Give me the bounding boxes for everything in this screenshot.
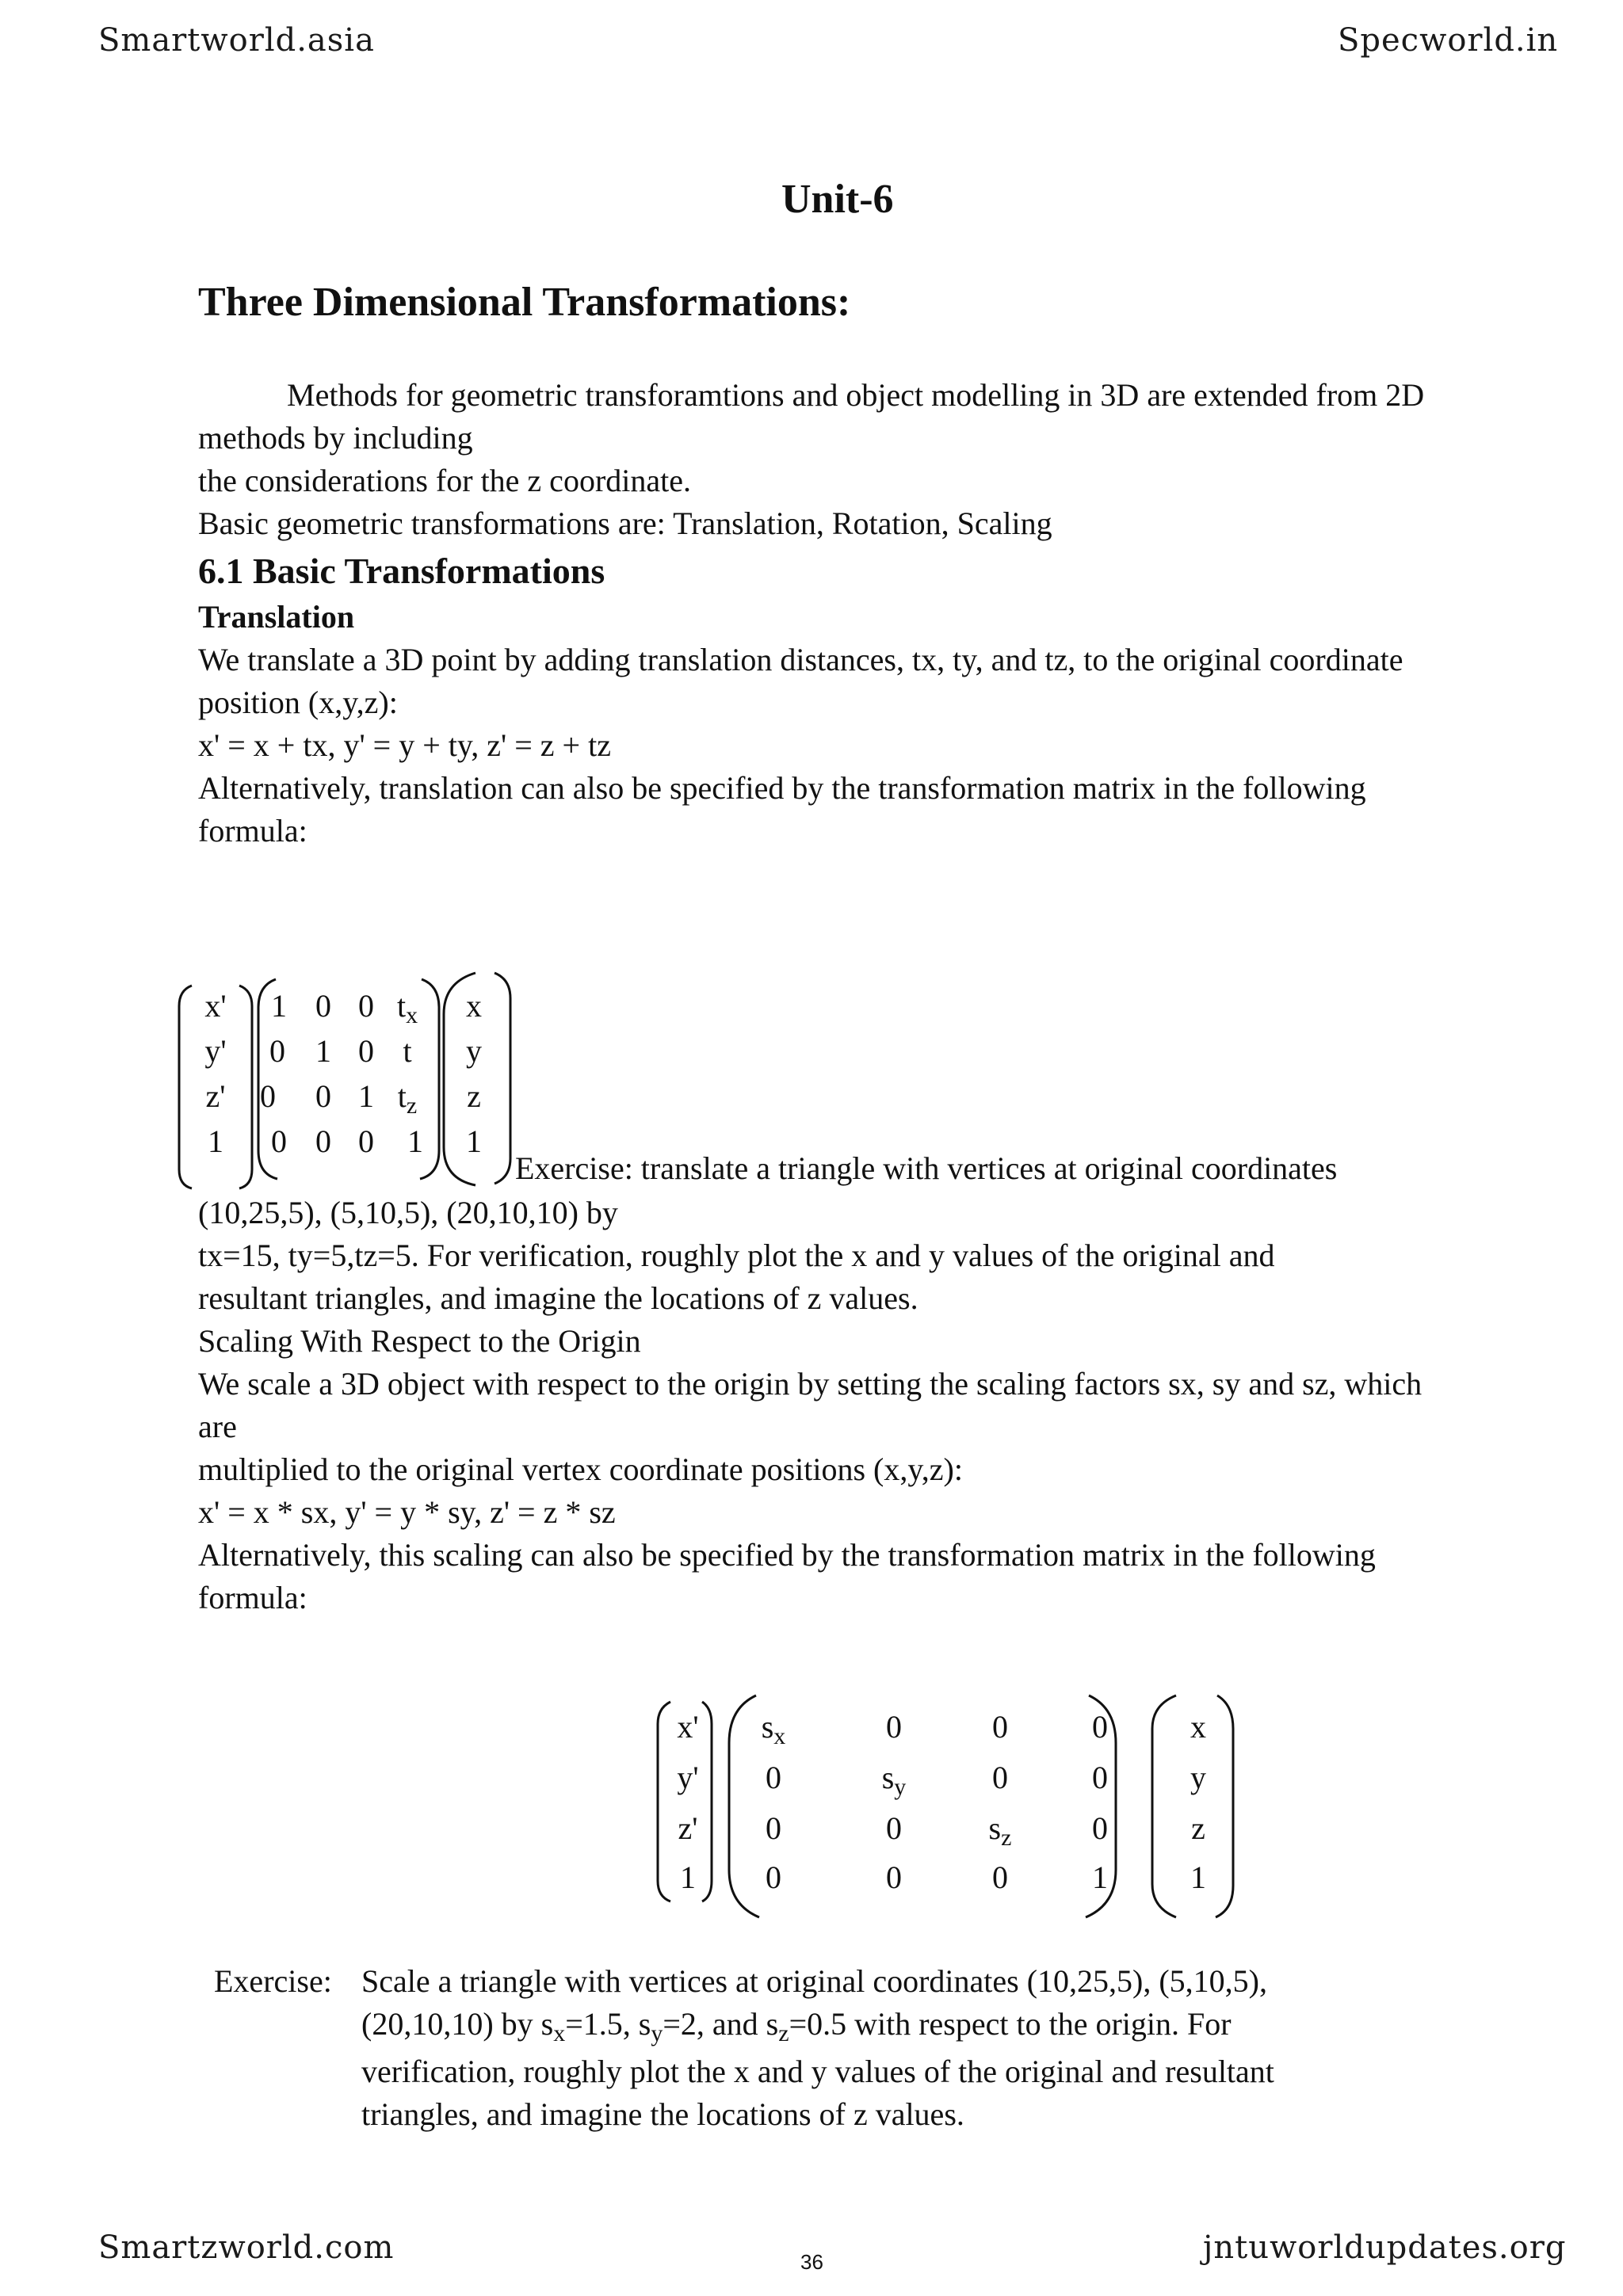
scaling-m-3-0: 0 (766, 1859, 781, 1895)
translation-m-3-1: 0 (315, 1123, 331, 1159)
scaling-line-1: We scale a 3D object with respect to the origin by setting the scaling factors sx, sy and sz, which (198, 1366, 1423, 1402)
translation-m-3-2: 0 (358, 1123, 374, 1159)
scaling-m-0-3: 0 (1092, 1709, 1108, 1745)
translation-m-1-1: 1 (315, 1033, 331, 1069)
scaling-input-3: 1 (1190, 1859, 1206, 1895)
scaling-result-3: 1 (680, 1859, 696, 1895)
bracket-scale-input-right (1216, 1695, 1233, 1917)
scaling-m-2-3: 0 (1092, 1810, 1108, 1846)
scaling-exercise-line-1: Scale a triangle with vertices at original coordinates (10,25,5), (5,10,5), (361, 1963, 1267, 1999)
bracket-scale-result-left (658, 1702, 670, 1901)
translation-m-1-2: 0 (358, 1033, 374, 1069)
scaling-exercise-label: Exercise: (214, 1963, 332, 1999)
translation-equation: x' = x + tx, y' = y + ty, z' = z + tz (198, 727, 611, 763)
bracket-scale-input-left (1152, 1695, 1176, 1917)
translation-exercise-line-4: resultant triangles, and imagine the locations of z values. (198, 1280, 918, 1316)
scaling-exercise-line-4: triangles, and imagine the locations of z values. (361, 2096, 964, 2132)
intro-line-2: methods by including (198, 420, 473, 456)
translation-m-3-0: 0 (271, 1123, 287, 1159)
section-title: Three Dimensional Transformations: (198, 280, 851, 325)
translation-m-2-2: 1 (358, 1078, 374, 1114)
translation-line-3: Alternatively, translation can also be specified by the transformation matrix in the following (198, 770, 1366, 806)
translation-input-1: y (466, 1033, 482, 1069)
scaling-m-2-0: 0 (766, 1810, 781, 1846)
scaling-equation: x' = x * sx, y' = y * sy, z' = z * sz (198, 1494, 616, 1530)
translation-input-2: z (467, 1078, 481, 1114)
translation-result-3: 1 (208, 1123, 223, 1159)
translation-m-2-0: 0 (260, 1078, 276, 1114)
translation-m-3-3: 1 (407, 1123, 423, 1159)
intro-line-4: Basic geometric transformations are: Translation, Rotation, Scaling (198, 505, 1052, 541)
scaling-m-1-1: $s_y$ (881, 1760, 907, 1800)
translation-m-0-3: $t_x$ (396, 988, 418, 1028)
scaling-input-0: x (1190, 1709, 1206, 1745)
scaling-input-1: y (1190, 1760, 1206, 1795)
scaling-m-0-2: 0 (992, 1709, 1008, 1745)
scaling-result-2: z' (678, 1810, 698, 1846)
translation-exercise-line-1: Exercise: translate a triangle with vertices at original coordinates (515, 1150, 1338, 1186)
header-left-watermark: Smartworld.asia (98, 22, 375, 59)
translation-line-2: position (x,y,z): (198, 685, 398, 720)
scaling-m-3-3: 1 (1092, 1859, 1108, 1895)
translation-input-0: x (466, 988, 482, 1024)
intro-line-3: the considerations for the z coordinate. (198, 463, 691, 498)
translation-line-4: formula: (198, 813, 307, 849)
scaling-m-3-2: 0 (992, 1859, 1008, 1895)
translation-result-1: y' (204, 1033, 227, 1069)
translation-exercise-line-2: (10,25,5), (5,10,5), (20,10,10) by (198, 1195, 618, 1230)
scaling-m-1-0: 0 (766, 1760, 781, 1795)
scaling-m-3-1: 0 (886, 1859, 902, 1895)
translation-exercise-line-3: tx=15, ty=5,tz=5. For verification, roughly plot the x and y values of the original and (198, 1238, 1275, 1273)
scaling-m-2-2: $s_z$ (988, 1810, 1012, 1851)
translation-m-2-3: $t_z$ (397, 1078, 418, 1119)
scaling-exercise-line-2: (20,10,10) by $s_x=1.5$, $s_y=2$, and $s_z=0.5$ with respect to the origin. For (361, 2006, 1232, 2046)
translation-m-2-1: 0 (315, 1078, 331, 1114)
scaling-line-3: multiplied to the original vertex coordinate positions (x,y,z): (198, 1451, 963, 1487)
scaling-line-5: formula: (198, 1580, 307, 1615)
footer-right-watermark: jntuworldupdates.org (1203, 2229, 1567, 2266)
translation-result-2: z' (205, 1078, 226, 1114)
unit-title: Unit-6 (781, 177, 894, 222)
translation-m-0-1: 0 (315, 988, 331, 1024)
translation-heading: Translation (198, 599, 355, 635)
scaling-m-1-2: 0 (992, 1760, 1008, 1795)
translation-m-0-0: 1 (271, 988, 287, 1024)
scaling-m-1-3: 0 (1092, 1760, 1108, 1795)
page-number: 36 (800, 2250, 823, 2274)
translation-m-0-2: 0 (358, 988, 374, 1024)
translation-m-1-3: t (403, 1033, 412, 1069)
subsection-title: 6.1 Basic Transformations (198, 551, 605, 591)
intro-line-1: Methods for geometric transforamtions and object modelling in 3D are extended from 2D (287, 377, 1425, 413)
scaling-input-2: z (1191, 1810, 1205, 1846)
scaling-line-4: Alternatively, this scaling can also be specified by the transformation matrix in the following (198, 1537, 1376, 1573)
translation-input-3: 1 (466, 1123, 482, 1159)
scaling-heading: Scaling With Respect to the Origin (198, 1323, 641, 1359)
scaling-m-2-1: 0 (886, 1810, 902, 1846)
translation-line-1: We translate a 3D point by adding translation distances, tx, ty, and tz, to the original coordinate (198, 642, 1403, 677)
scaling-m-0-0: $s_x$ (761, 1709, 786, 1749)
scaling-m-0-1: 0 (886, 1709, 902, 1745)
header-right-watermark: Specworld.in (1338, 22, 1559, 59)
scaling-result-0: x' (677, 1709, 699, 1745)
scaling-result-1: y' (677, 1760, 699, 1795)
scaling-exercise-line-3: verification, roughly plot the x and y values of the original and resultant (361, 2054, 1274, 2089)
translation-m-1-0: 0 (269, 1033, 285, 1069)
scaling-line-2: are (198, 1409, 237, 1444)
footer-left-watermark: Smartzworld.com (98, 2229, 395, 2266)
translation-result-0: x' (204, 988, 227, 1024)
